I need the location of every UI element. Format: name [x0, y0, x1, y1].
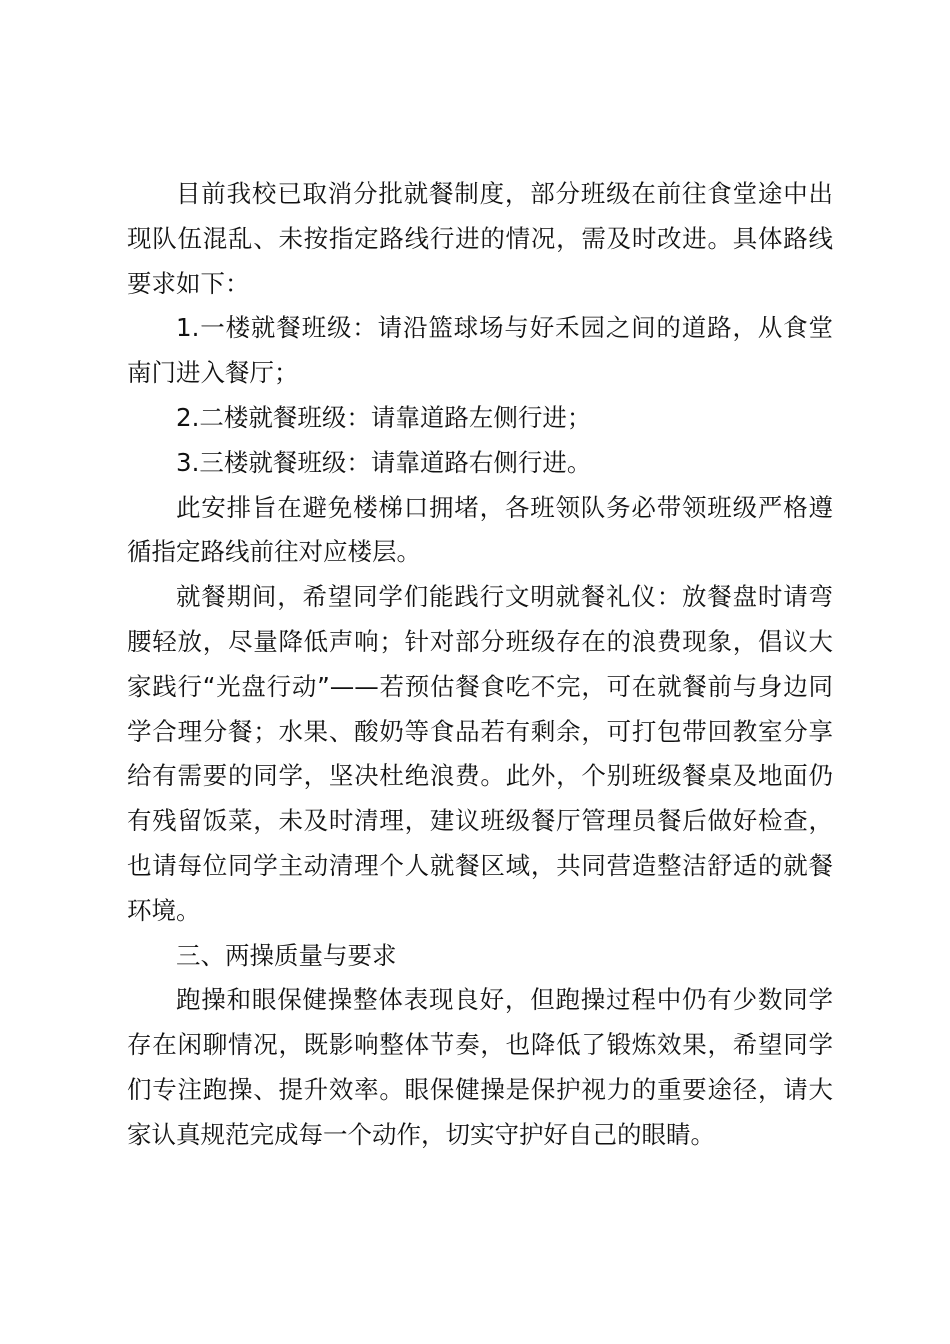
paragraph-route-purpose: 此安排旨在避免楼梯口拥堵，各班领队务必带领班级严格遵循指定路线前往对应楼层。	[127, 492, 833, 567]
section-heading-exercises: 三、两操质量与要求	[176, 940, 397, 970]
paragraph-dining-etiquette: 就餐期间，希望同学们能践行文明就餐礼仪：放餐盘时请弯腰轻放，尽量降低声响；针对部分班级存在的浪费现象，倡议大家践行“光盘行动”——若预估餐食吃不完，可在就餐前与身边同学合理分餐；水果、酸奶等食品若有剩余，可打包带回教室分享给有需要的同学，坚决杜绝浪费。此外，个别班级餐桌及地面仍有残留饭菜，未及时清理，建议班级餐厅管理员餐后做好检查，也请每位同学主动清理个人就餐区域，共同营造整洁舒适的就餐环境。	[127, 582, 833, 925]
paragraph-dining-intro: 目前我校已取消分批就餐制度，部分班级在前往食堂途中出现队伍混乱、未按指定路线行进的情况，需及时改进。具体路线要求如下：	[127, 179, 833, 298]
document-body	[127, 172, 833, 1158]
paragraph-route-second-floor: 2.二楼就餐班级：请靠道路左侧行进；	[176, 402, 592, 432]
paragraph-exercises: 跑操和眼保健操整体表现良好，但跑操过程中仍有少数同学存在闲聊情况，既影响整体节奏，也降低了锻炼效果，希望同学们专注跑操、提升效率。眼保健操是保护视力的重要途径，请大家认真规范完成每一个动作，切实守护好自己的眼睛。	[127, 985, 833, 1149]
paragraph-route-first-floor: 1.一楼就餐班级：请沿篮球场与好禾园之间的道路，从食堂南门进入餐厅；	[127, 313, 833, 388]
paragraph-route-third-floor: 3.三楼就餐班级：请靠道路右侧行进。	[176, 447, 592, 477]
